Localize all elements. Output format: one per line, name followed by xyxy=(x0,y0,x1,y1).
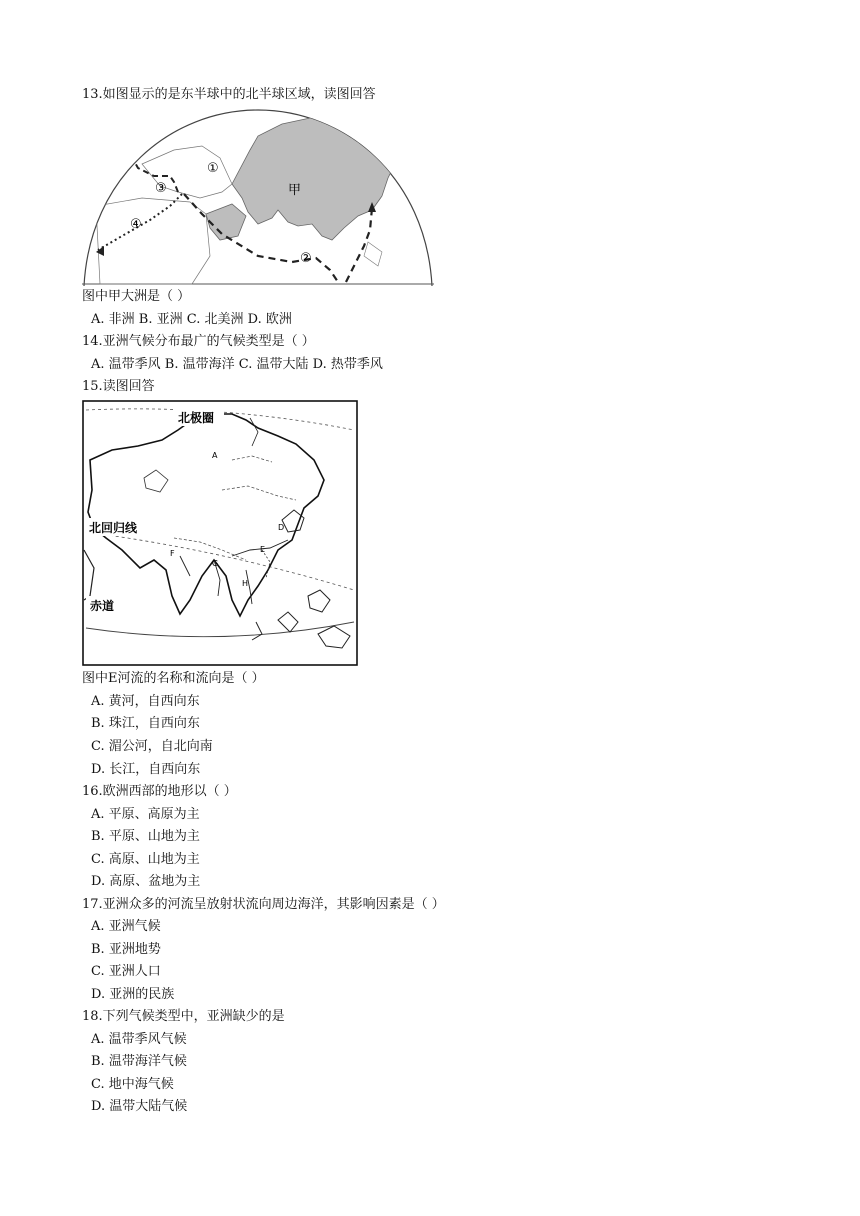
q18-option-c: C. 地中海气候 xyxy=(91,1077,174,1092)
q16-option-a: A. 平原、高原为主 xyxy=(91,807,200,822)
q16-option-b: B. 平原、山地为主 xyxy=(91,829,200,844)
label-f: F xyxy=(170,549,175,558)
q18-option-a: A. 温带季风气候 xyxy=(91,1032,187,1047)
label-tropic: 北回归线 xyxy=(89,521,138,535)
q15-option-b: B. 珠江，自西向东 xyxy=(91,716,200,731)
q17-option-b: B. 亚洲地势 xyxy=(91,942,161,957)
label-3: ③ xyxy=(155,181,167,196)
q18-option-d: D. 温带大陆气候 xyxy=(91,1099,188,1114)
label-arctic-circle: 北极圈 xyxy=(178,411,215,425)
label-h: H xyxy=(242,579,249,588)
label-2: ② xyxy=(300,251,312,266)
q15-option-c: C. 湄公河，自北向南 xyxy=(91,739,213,754)
label-1: ① xyxy=(207,161,219,176)
q16-stem: 16.欧洲西部的地形以（ ） xyxy=(82,784,237,799)
q15-asia-map xyxy=(82,400,358,666)
label-d: D xyxy=(278,523,285,532)
q17-option-a: A. 亚洲气候 xyxy=(91,919,161,934)
q15-sub: 图中E河流的名称和流向是（ ） xyxy=(82,671,265,686)
label-g: G xyxy=(212,559,219,568)
q13-hemisphere-map xyxy=(82,106,434,286)
asia-shape xyxy=(232,118,398,240)
q13-stem: 13.如图显示的是东半球中的北半球区域，读图回答 xyxy=(82,87,376,102)
q16-option-d: D. 高原、盆地为主 xyxy=(91,874,201,889)
q15-option-a: A. 黄河，自西向东 xyxy=(91,694,200,709)
q14-stem: 14.亚洲气候分布最广的气候类型是（ ） xyxy=(82,334,315,349)
arrow-up-icon xyxy=(126,152,136,162)
label-4: ④ xyxy=(130,217,142,232)
q17-option-d: D. 亚洲的民族 xyxy=(91,987,175,1002)
q14-options: A. 温带季风 B. 温带海洋 C. 温带大陆 D. 热带季风 xyxy=(91,357,383,372)
q17-stem: 17.亚洲众多的河流呈放射状流向周边海洋，其影响因素是（ ） xyxy=(82,897,445,912)
arrow-west-icon xyxy=(96,246,104,256)
label-jia: 甲 xyxy=(288,183,302,198)
q17-option-c: C. 亚洲人口 xyxy=(91,964,161,979)
label-equator: 赤道 xyxy=(90,599,115,613)
q16-option-c: C. 高原、山地为主 xyxy=(91,852,200,867)
q15-option-d: D. 长江，自西向东 xyxy=(91,762,201,777)
q18-option-b: B. 温带海洋气候 xyxy=(91,1054,187,1069)
label-e: E xyxy=(260,545,266,554)
q15-stem: 15.读图回答 xyxy=(82,379,155,394)
q13-sub: 图中甲大洲是（ ） xyxy=(82,289,191,304)
label-a: A xyxy=(212,451,218,460)
q18-stem: 18.下列气候类型中，亚洲缺少的是 xyxy=(82,1009,285,1024)
q13-options: A. 非洲 B. 亚洲 C. 北美洲 D. 欧洲 xyxy=(91,312,292,327)
